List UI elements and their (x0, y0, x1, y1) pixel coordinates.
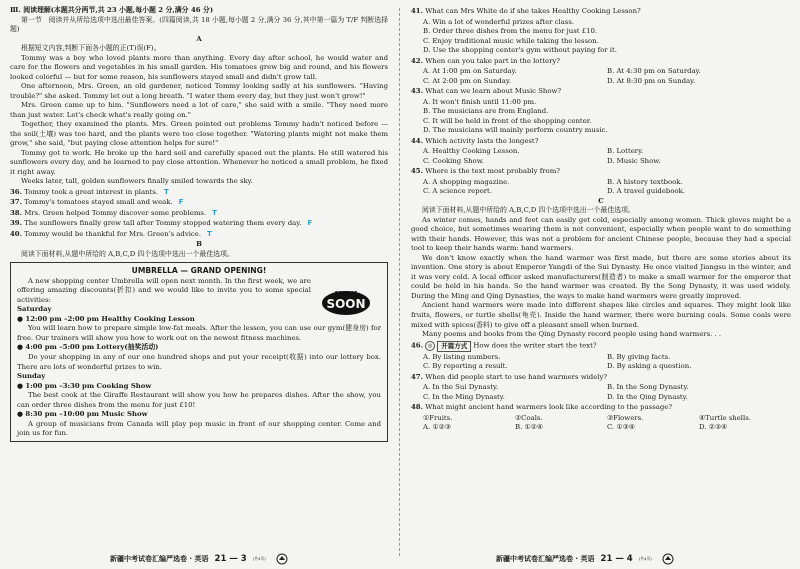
passage-a-paragraph: Mrs. Green came up to him. "Sunflowers need a lot of care," she said with a smile. "They need more than just water. Let's check what's really going on." (10, 101, 388, 119)
ad-day-saturday: Saturday (17, 305, 52, 314)
answer-option[interactable]: A. A shopping magazine. (423, 177, 510, 186)
answer-option[interactable]: C. By reporting a result. (423, 362, 508, 371)
answer-option[interactable]: D. Use the shopping center's gym without paying for it. (423, 46, 617, 55)
tf-question: 36. Tommy took a great interest in plants. T (10, 187, 169, 196)
answer-option[interactable]: A. ①②③ (423, 423, 451, 432)
tf-question: 40. Tommy would be thankful for Mrs. Green's advice. T (10, 229, 212, 238)
right-column (411, 6, 791, 433)
footer-title: 新疆中考试卷汇编严选卷 · 英语 (496, 555, 595, 563)
answer-option[interactable]: D. By asking a question. (607, 362, 692, 371)
left-footer (110, 553, 289, 565)
ad-day-sunday: Sunday (17, 372, 46, 381)
question-42: 42. When can you take part in the lottery? A. At 1:00 pm on Saturday. B. At 4:30 pm on Saturday. C. At 2:00 pm on Sunday. D. At 8:30 pm on Sunday. (411, 57, 791, 87)
tf-question: 37. Tommy's tomatoes stayed small and weak. F (10, 198, 184, 207)
question-43: 43. What can we learn about Music Show? A. It won't finish until 11:00 pm. B. The musicians are from England. C. It will be held in front of the shopping center. D. The musicians will mainly perform country music. (411, 87, 791, 136)
answer-option[interactable]: C. In the Ming Dynasty. (423, 392, 505, 401)
column-divider (399, 8, 400, 556)
part1-intro: 第一节 阅读并从所给选项中选出最佳答案。(四篇阅读,共 18 小题,每小题 2 分,满分 36 分,其中第一篇为 T/F 判断选择题) (10, 15, 388, 34)
right-footer (496, 553, 675, 565)
answer-option[interactable]: C. A science report. (423, 187, 493, 196)
answer-option[interactable]: A. It won't finish until 11:00 pm. (423, 97, 537, 106)
answer-option[interactable]: B. ①②④ (515, 423, 543, 432)
answer-option[interactable]: A. At 1:00 pm on Saturday. (423, 67, 517, 76)
tf-answer-mark: T (212, 208, 217, 217)
coming-soon-logo (319, 285, 373, 317)
answer-option[interactable]: A. Healthy Cooking Lesson. (423, 147, 520, 156)
ad-intro: A new shopping center Umbrella will open next month. In the first week, we are offering amazing discounts(折扣) and we would like to invite you to some special activities: (17, 276, 311, 304)
answer-option[interactable]: A. Win a lot of wonderful prizes after class. (423, 17, 575, 26)
passage-b-letter: B (196, 240, 202, 249)
footer-page-number: 21 — 4 (600, 554, 633, 564)
ad-event-desc: You will learn how to prepare simple low-fat meals. After the lesson, you can use our gym(健身房) for free. Our trainers will show you how to work out on the newest fitness machines. (17, 324, 381, 342)
footer-title: 新疆中考试卷汇编严选卷 · 英语 (110, 555, 209, 563)
logo-top-text: COMING (334, 291, 358, 298)
tf-answer-mark: F (178, 198, 184, 207)
answer-option[interactable]: B. A history textbook. (607, 177, 683, 186)
answer-option[interactable]: D. At 8:30 pm on Sunday. (607, 76, 696, 85)
question-47: 47. When did people start to use hand warmers widely? A. In the Sui Dynasty. B. In the Song Dynasty. C. In the Ming Dynasty. D. In the Qing Dynasty. (411, 373, 791, 403)
answer-option[interactable]: C. Enjoy traditional music while taking the lesson. (423, 36, 599, 45)
logo-main-text: SOON (326, 297, 366, 312)
answer-option[interactable]: A. By listing numbers. (423, 352, 501, 361)
answer-option[interactable]: D. A travel guidebook. (607, 187, 685, 196)
publisher-logo-icon (275, 553, 289, 565)
tf-answer-mark: T (164, 187, 169, 196)
answer-option[interactable]: B. Lottery. (607, 147, 644, 156)
answer-option[interactable]: D. Music Show. (607, 156, 661, 165)
tf-question: 39. The sunflowers finally grew tall after Tommy stopped watering them every day. F (10, 219, 313, 228)
passage-c-letter: C (598, 196, 604, 205)
answer-option[interactable]: B. Order three dishes from the menu for just £10. (423, 27, 598, 36)
ad-event-time: ● 4:00 pm –5:00 pm Lottery(抽奖活动) (17, 343, 159, 352)
left-column (10, 6, 388, 444)
advertisement-box (10, 262, 388, 441)
passage-a-paragraph: Together, they examined the plants. Mrs. Green pointed out problems Tommy hadn't noticed before — the soil(土壤) was too hard, and the plants were too close together. "Watering plants might not make them grow," she said, "but paying close attention helps for sure!" (10, 120, 388, 148)
tf-question: 38. Mrs. Green helped Tommy discover some problems. T (10, 208, 217, 217)
question-48: 48. What might ancient hand warmers look like according to the passage? ①Fruits. ②Coals. ③Flowers. ④Turtle shells. A. ①②③ B. ①②④ C. ①③④ D. ②③④ (411, 403, 791, 433)
section-heading: Ⅲ. 阅读理解(本题共分两节,共 23 小题,每小题 2 分,满分 46 分) (10, 6, 214, 14)
footer-page-count: (共4页) (638, 555, 652, 561)
publisher-logo-icon (661, 553, 675, 565)
ad-event-desc: The best cook at the Giraffe Restaurant will show you how he prepares dishes. After the show, you can order three dishes from the menu for just £10! (17, 391, 381, 409)
question-46: 46. ◎ 开篇方式 How does the writer start the text? A. By listing numbers. B. By giving facts. C. By reporting a result. D. By asking a question. (411, 341, 791, 372)
passage-a-paragraph: Tommy was a boy who loved plants more than anything. Every day after school, he would water and care for the flowers and vegetables in his small garden. His tomatoes grew big and round, and his flowers looked colorful — but for some reason, his sunflowers stayed small and didn't grow tall. (10, 53, 388, 81)
badge-circle-icon: ◎ (425, 341, 435, 351)
passage-a-instruction: 根据短文内容,判断下面各小题的正(T)误(F)。 (21, 44, 161, 53)
passage-c-paragraph: Ancient hand warmers were made into different shapes like circles and squares. They might look like fruits, flowers, or turtle shells(龟壳). Inside the hand warmer, there were burning coals. Some coals were mixed with spices(香料) to give off a pleasant smell when burned. (411, 301, 791, 329)
answer-option[interactable]: B. In the Song Dynasty. (607, 383, 689, 392)
passage-a-letter: A (196, 34, 202, 43)
answer-option[interactable]: A. In the Sui Dynasty. (423, 383, 499, 392)
answer-option[interactable]: C. ①③④ (607, 423, 635, 432)
footer-page-number: 21 — 3 (214, 554, 247, 564)
question-45: 45. Where is the text most probably from? A. A shopping magazine. B. A history textbook. C. A science report. D. A travel guidebook. (411, 167, 791, 197)
q48-items: ①Fruits. ②Coals. ③Flowers. ④Turtle shells. (423, 413, 751, 422)
passage-a-paragraph: Tommy got to work. He broke up the hard soil and carefully spaced out the plants. He still watered his sunflowers every day, and he learned to pay close attention. Whenever he noticed a small problem, he fixed it right away. (10, 148, 388, 176)
passage-c-paragraph: Many poems and books from the Qing Dynasty record people using hand warmers. . . (422, 330, 722, 339)
passage-b-instruction: 阅读下面材料,从题中所给的 A,B,C,D 四个选项中选出一个最佳选项。 (21, 249, 234, 258)
ad-event-desc: Do your shopping in any of our one hundred shops and put your receipt(收据) into our lottery box. There are lots of wonderful prizes to win. (17, 353, 381, 371)
passage-a-paragraph: Weeks later, tall, golden sunflowers finally smiled towards the sky. (21, 177, 253, 186)
passage-c-paragraph: We don't know exactly when the hand warmer was first made, but there are some stories about its invention. One story is about Emperor Yangdi of the Sui Dynasty. He once visited Jiangsu in the winter, and it was very cold. A local officer asked manufacturers(制造者) to make a small warmer for the emperor that could be held in his hands. So the hand warmer was created. By the Song Dynasty, it was used widely. During the Ming and Qing Dynasties, the ways to make hand warmers were greatly improved. (411, 253, 791, 300)
ad-event-time: ● 12:00 pm –2:00 pm Healthy Cooking Lesson (17, 314, 195, 323)
ad-event-desc: A group of musicians from Canada will play pop music in front of our shopping center. Come and join us for fun. (17, 419, 381, 438)
answer-option[interactable]: C. It will be held in front of the shopping center. (423, 116, 592, 125)
tf-question-list (10, 188, 388, 240)
ad-event-time: ● 1:00 pm –3:30 pm Cooking Show (17, 381, 152, 390)
passage-c-instruction: 阅读下面材料,从题中所给的 A,B,C,D 四个选项中选出一个最佳选项。 (422, 206, 635, 215)
answer-option[interactable]: C. Cooking Show. (423, 156, 484, 165)
answer-option[interactable]: B. The musicians are from England. (423, 107, 549, 116)
answer-option[interactable]: B. By giving facts. (607, 352, 671, 361)
answer-option[interactable]: D. In the Qing Dynasty. (607, 392, 688, 401)
question-44: 44. Which activity lasts the longest? A. Healthy Cooking Lesson. B. Lottery. C. Cooking Show. D. Music Show. (411, 137, 791, 167)
tf-answer-mark: F (307, 219, 313, 228)
ad-event-time: ● 8:30 pm –10:00 pm Music Show (17, 410, 148, 419)
ad-title: UMBRELLA — GRAND OPENING! (131, 266, 267, 276)
answer-option[interactable]: C. At 2:00 pm on Sunday. (423, 76, 512, 85)
tf-answer-mark: T (207, 229, 212, 238)
answer-option[interactable]: D. The musicians will mainly perform country music. (423, 126, 608, 135)
passage-c-paragraph: As winter comes, hands and feet can easily get cold, especially among women. Thick gloves might be a good choice, but sometimes wearing them is not convenient, especially when people want to do something with their hands. However, this was not a problem for ancient Chinese people, because they had a special tool to keep their hands warm: hand warmers. (411, 215, 791, 253)
answer-option[interactable]: D. ②③④ (699, 423, 728, 432)
passage-a-paragraph: One afternoon, Mrs. Green, an old gardener, noticed Tommy looking sadly at his sunflowers. "Having trouble?" she asked. Tommy let out a long breath. "I water them every day, but they just won't grow!" (10, 82, 388, 100)
question-type-badge: ◎ 开篇方式 (425, 341, 471, 352)
question-41: 41. What can Mrs White do if she takes Healthy Cooking Lesson? A. Win a lot of wonderful prizes after class. B. Order three dishes from the menu for just £10. C. Enjoy traditional music while taking the lesson. D. Use the shopping center's gym without paying for it. (411, 7, 791, 56)
footer-page-count: (共4页) (252, 555, 266, 561)
answer-option[interactable]: B. At 4:30 pm on Saturday. (607, 67, 701, 76)
passage-c-body (411, 216, 791, 340)
passage-a-body (10, 54, 388, 187)
